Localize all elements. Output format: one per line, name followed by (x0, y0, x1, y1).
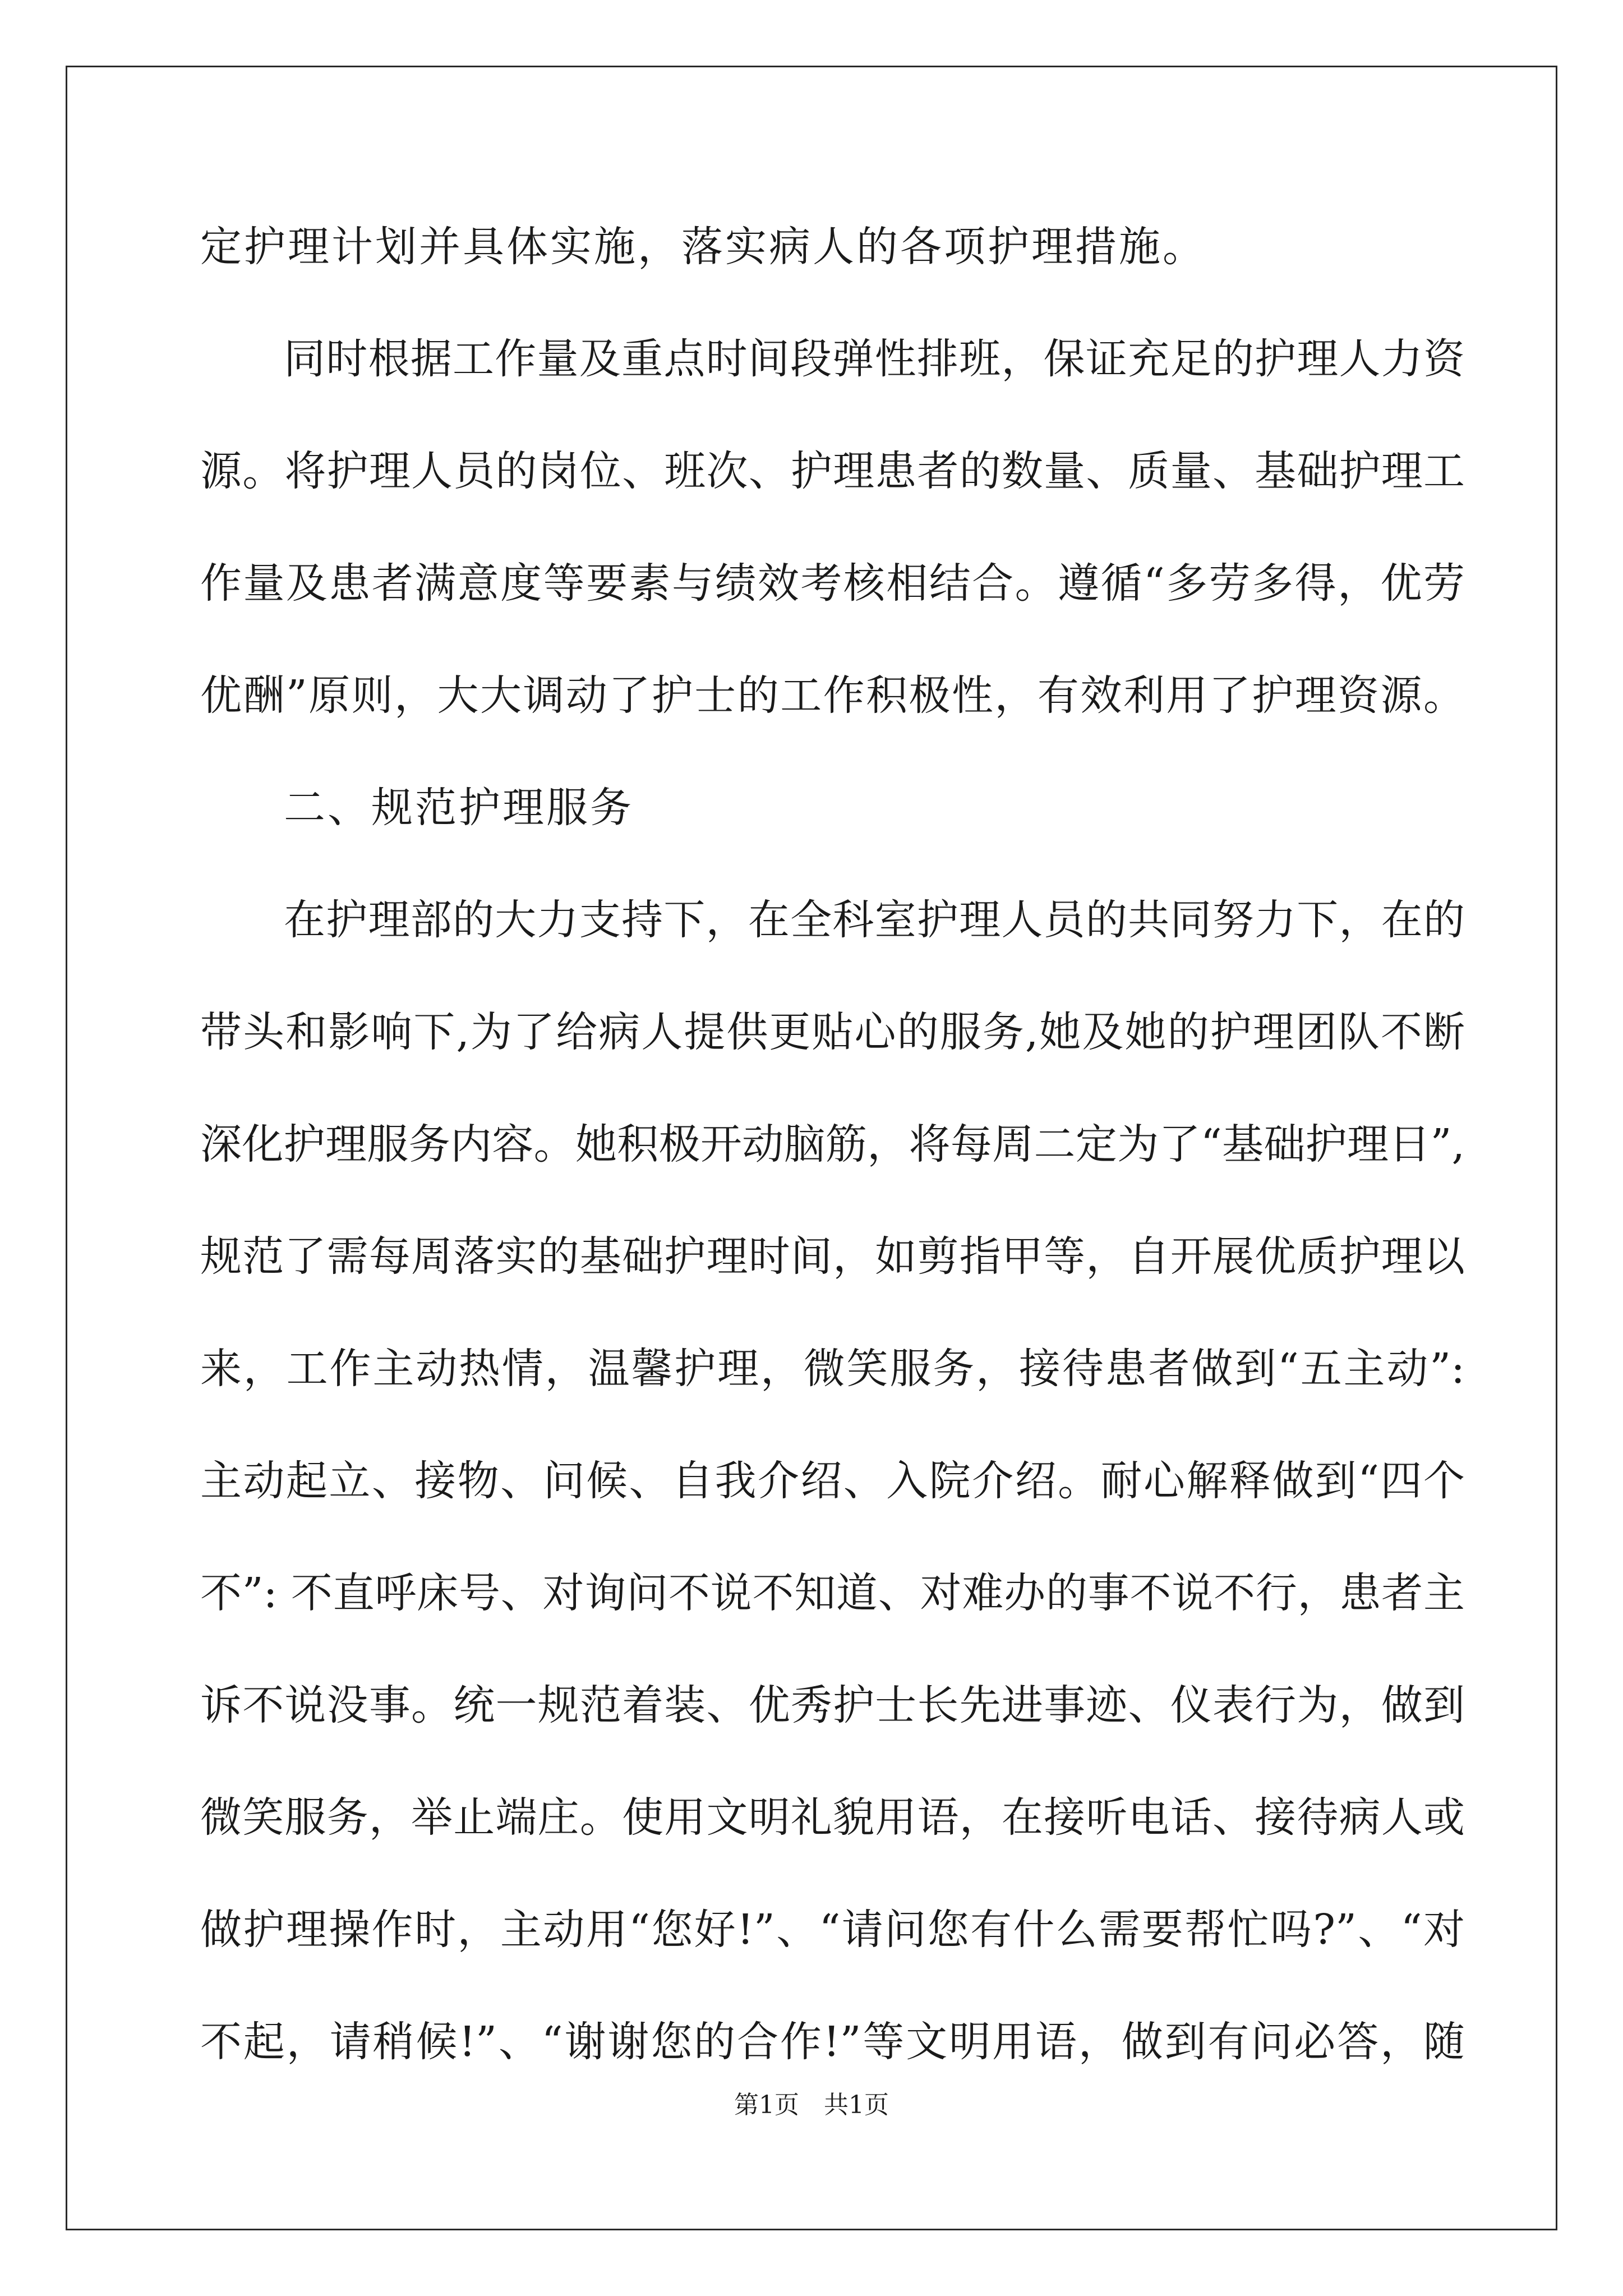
text-line-9: 深化护理服务内容。她积极开动脑筋，将每周二定为了“基础护理日”, (200, 1120, 1465, 1168)
text-line-1: 定护理计划并具体实施，落实病人的各项护理措施。 (200, 223, 1206, 271)
page-footer: 第1页 共1页 (734, 2091, 889, 2119)
text-line-14: 诉不说没事。统一规范着装、优秀护士长先进事迹、仪表行为，做到 (200, 1681, 1465, 1729)
text-line-4: 作量及患者满意度等要素与绩效考核相结合。遵循“多劳多得，优劳 (200, 559, 1465, 608)
text-line-11: 来，工作主动热情，温馨护理，微笑服务，接待患者做到“五主动”: (200, 1345, 1465, 1393)
section-heading: 二、规范护理服务 (284, 784, 634, 832)
text-line-5: 优酬”原则，大大调动了护士的工作积极性，有效利用了护理资源。 (200, 671, 1465, 720)
text-line-2: 同时根据工作量及重点时间段弹性排班，保证充足的护理人力资 (284, 335, 1465, 383)
text-line-12: 主动起立、接物、问候、自我介绍、入院介绍。耐心解释做到“四个 (200, 1457, 1465, 1505)
text-line-17: 不起，请稍候!”、“谢谢您的合作!”等文明用语，做到有问必答，随 (200, 2018, 1465, 2066)
text-line-10: 规范了需每周落实的基础护理时间，如剪指甲等，自开展优质护理以 (200, 1232, 1465, 1281)
text-line-8: 带头和影响下,为了给病人提供更贴心的服务,她及她的护理团队不断 (200, 1008, 1465, 1056)
text-line-3: 源。将护理人员的岗位、班次、护理患者的数量、质量、基础护理工 (200, 447, 1465, 495)
text-line-7: 在护理部的大力支持下，在全科室护理人员的共同努力下，在的 (284, 896, 1465, 944)
text-line-15: 微笑服务，举止端庄。使用文明礼貌用语，在接听电话、接待病人或 (200, 1793, 1465, 1842)
text-line-13: 不”: 不直呼床号、对询问不说不知道、对难办的事不说不行，患者主 (200, 1569, 1465, 1617)
text-line-16: 做护理操作时，主动用“您好!”、“请问您有什么需要帮忙吗?”、“对 (200, 1906, 1465, 1954)
